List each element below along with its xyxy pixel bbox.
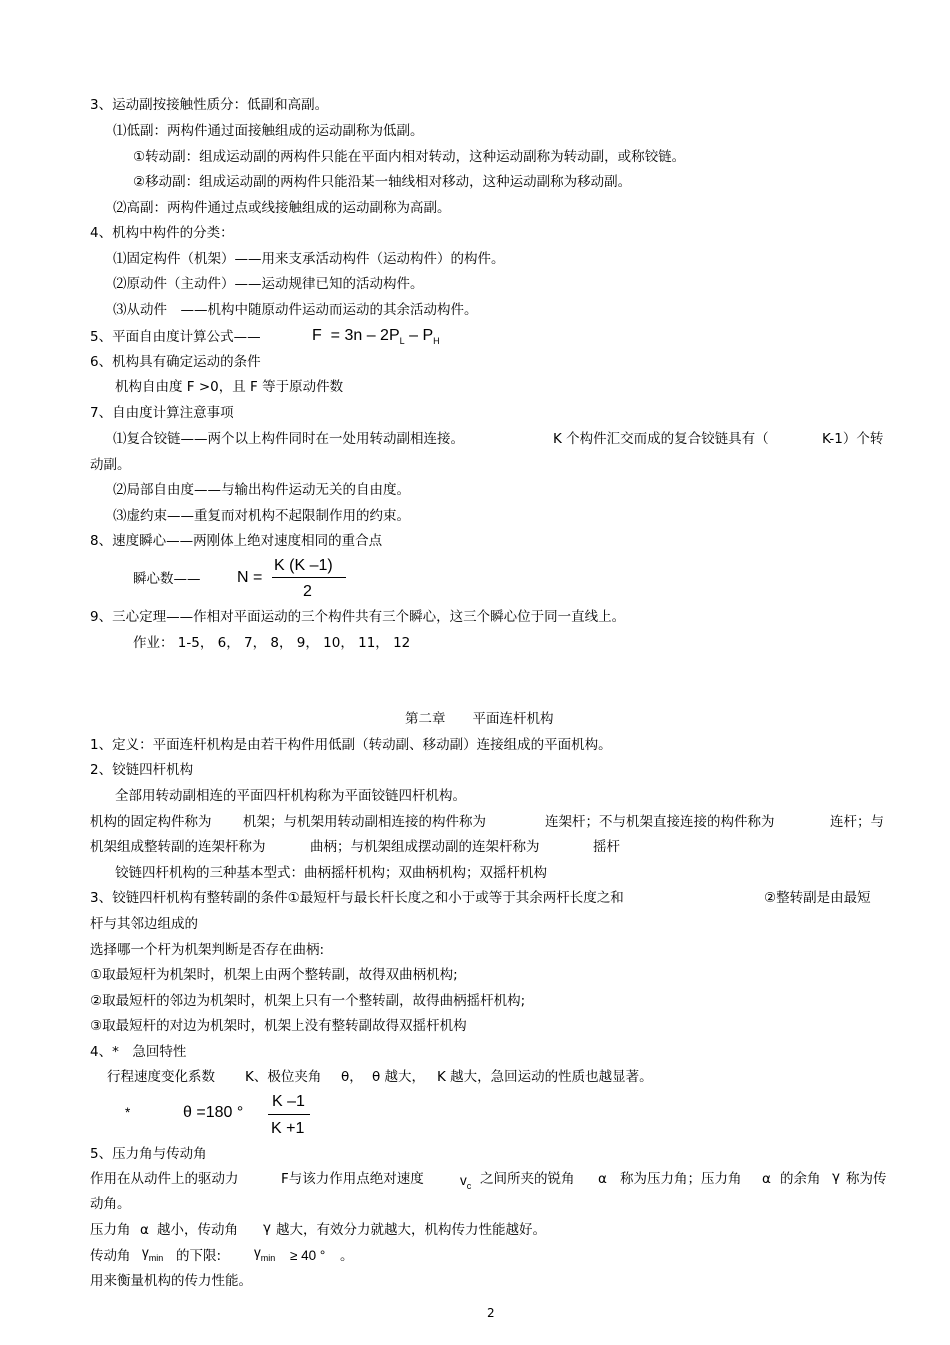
theta-formula-lhs: θ =180 ° — [183, 1104, 244, 1121]
section-5-title: 5、平面自由度计算公式—— — [90, 329, 261, 345]
redundant-constraint-def: ⑶虚约束——重复而对机构不起限制作用的约束。 — [113, 508, 410, 524]
linkage-definition: 1、定义：平面连杆机构是由若干构件用低副（转动副、移动副）连接组成的平面机构。 — [90, 737, 612, 753]
crank-def-b: 曲柄；与机架组成摆动副的连架杆称为 — [310, 839, 540, 855]
alpha-symbol-1: α — [598, 1171, 607, 1187]
section-6-title: 6、机构具有确定运动的条件 — [90, 354, 261, 370]
compound-hinge-wrap: 动副。 — [90, 457, 131, 473]
crank-rule-3: ③取最短杆的对边为机架时，机架上没有整转副故得双摇杆机构 — [90, 1018, 467, 1034]
quick-return-b: K、极位夹角 — [245, 1069, 322, 1085]
alpha-symbol-2: α — [762, 1171, 771, 1187]
theta-formula-denominator: K +1 — [271, 1120, 305, 1137]
min-transmission-value: ≥ 40 ° — [290, 1248, 326, 1263]
ic-count-label: 瞬心数—— — [133, 571, 201, 587]
pressure-angle-def-a: 作用在从动件上的驱动力 — [90, 1171, 239, 1187]
four-bar-types: 铰链四杆机构的三种基本型式：曲柄摇杆机构；双曲柄机构；双摇杆机构 — [115, 865, 547, 881]
compound-hinge-def: ⑴复合铰链——两个以上构件同时在一处用转动副相连接。 — [113, 431, 464, 447]
section-8-title: 8、速度瞬心——两刚体上绝对速度相同的重合点 — [90, 533, 383, 549]
pressure-angle-def-i: 称为传 — [846, 1171, 887, 1187]
gamma-symbol-2: γ — [263, 1220, 271, 1236]
ic-formula-numerator: K (K –1) — [274, 557, 333, 574]
pressure-angle-def-g: 的余角 — [780, 1171, 821, 1187]
min-transmission-end: 。 — [340, 1248, 354, 1264]
gamma-symbol-1: γ — [832, 1169, 840, 1185]
crank-rule-2: ②取最短杆的邻边为机架时，机架上只有一个整转副，故得曲柄摇杆机构; — [90, 993, 526, 1009]
prismatic-pair-def: ②移动副：组成运动副的两构件只能沿某一轴线相对移动，这种运动副称为移动副。 — [133, 174, 632, 190]
ic-formula-denominator: 2 — [303, 583, 312, 600]
homework-list: 作业： 1-5， 6， 7， 8， 9， 10， 11， 12 — [133, 635, 411, 651]
transmission-purpose: 用来衡量机构的传力性能。 — [90, 1273, 252, 1289]
velocity-vc: $v_c$ — [460, 1173, 472, 1191]
alpha-symbol-3: α — [140, 1222, 149, 1238]
full-rotation-condition-wrap: 杆与其邻边组成的 — [90, 916, 198, 932]
chapter-2-title: 第二章 平面连杆机构 — [405, 711, 554, 727]
crank-existence-question: 选择哪一个杆为机架判断是否存在曲柄: — [90, 942, 325, 958]
section-7-title: 7、自由度计算注意事项 — [90, 405, 234, 421]
four-bar-def: 全部用转动副相连的平面四杆机构称为平面铰链四杆机构。 — [115, 788, 466, 804]
crank-def-c: 摇杆 — [593, 839, 620, 855]
pressure-angle-wrap: 动角。 — [90, 1196, 131, 1212]
section-4-title: 4、机构中构件的分类： — [90, 225, 234, 241]
theta-fraction-bar — [268, 1114, 310, 1115]
frame-def-a: 机构的固定构件称为 — [90, 814, 212, 830]
pressure-angle-title: 5、压力角与传动角 — [90, 1146, 207, 1162]
section-9-title: 9、三心定理——作相对平面运动的三个构件共有三个瞬心，这三个瞬心位于同一直线上。 — [90, 609, 626, 625]
driver-def: ⑵原动件（主动件）——运动规律已知的活动构件。 — [113, 276, 424, 292]
page-number: 2 — [487, 1306, 495, 1320]
quick-return-c: θ， — [341, 1069, 363, 1085]
angle-relation-m: 越小，传动角 — [157, 1222, 238, 1238]
frame-def-b: 机架；与机架用转动副相连接的构件称为 — [243, 814, 486, 830]
mobility-condition: 机构自由度 F >0，且 F 等于原动件数 — [115, 379, 344, 395]
frame-def-d: 连杆；与 — [830, 814, 884, 830]
theta-star: * — [125, 1105, 131, 1120]
follower-def: ⑶从动件 ——机构中随原动件运动而运动的其余活动构件。 — [113, 302, 478, 318]
frame-def-c: 连架杆；不与机架直接连接的构件称为 — [545, 814, 775, 830]
four-bar-title: 2、铰链四杆机构 — [90, 762, 194, 778]
fixed-member-def: ⑴固定构件（机架）——用来支承活动构件（运动构件）的构件。 — [113, 251, 505, 267]
angle-relation-o: 越大，有效分力就越大，机构传力性能越好。 — [276, 1222, 546, 1238]
high-pair-def: ⑵高副：两构件通过点或线接触组成的运动副称为高副。 — [113, 200, 451, 216]
low-pair-def: ⑴低副：两构件通过面接触组成的运动副称为低副。 — [113, 123, 424, 139]
dof-formula: $F = 3n - 2P_L - P_H$ — [312, 327, 440, 346]
pressure-angle-def-b: F与该力作用点绝对速度 — [281, 1171, 424, 1187]
compound-hinge-count-end: K-1）个转 — [822, 431, 884, 447]
ic-fraction-bar — [272, 577, 346, 578]
min-transmission-r: 的下限: — [176, 1248, 222, 1264]
angle-relation-a: 压力角 — [90, 1222, 131, 1238]
local-dof-def: ⑵局部自由度——与输出构件运动无关的自由度。 — [113, 482, 410, 498]
gamma-min-1: $\gamma_{min}$ — [142, 1245, 164, 1263]
crank-rule-1: ①取最短杆为机架时，机架上由两个整转副，故得双曲柄机构; — [90, 967, 458, 983]
quick-return-title: 4、* 急回特性 — [90, 1044, 187, 1060]
compound-hinge-count: K 个构件汇交而成的复合铰链具有（ — [553, 431, 769, 447]
quick-return-d: θ 越大， — [372, 1069, 426, 1085]
min-transmission-a: 传动角 — [90, 1248, 131, 1264]
theta-formula-numerator: K –1 — [272, 1093, 305, 1110]
pressure-angle-def-c: 之间所夹的锐角 — [480, 1171, 575, 1187]
section-3-title: 3、运动副按接触性质分：低副和高副。 — [90, 97, 329, 113]
revolute-pair-def: ①转动副：组成运动副的两构件只能在平面内相对转动，这种运动副称为转动副，或称铰链。 — [133, 149, 686, 165]
full-rotation-condition: 3、铰链四杆机构有整转副的条件①最短杆与最长杆长度之和小于或等于其余两杆长度之和 — [90, 890, 624, 906]
full-rotation-condition-2: ②整转副是由最短 — [764, 890, 871, 906]
quick-return-e: K 越大，急回运动的性质也越显著。 — [437, 1069, 653, 1085]
crank-def-a: 机架组成整转副的连架杆称为 — [90, 839, 266, 855]
pressure-angle-def-e: 称为压力角；压力角 — [620, 1171, 742, 1187]
quick-return-a: 行程速度变化系数 — [107, 1069, 215, 1085]
gamma-min-2: $\gamma_{min}$ — [254, 1245, 276, 1263]
ic-formula-lhs: N = — [237, 569, 263, 586]
